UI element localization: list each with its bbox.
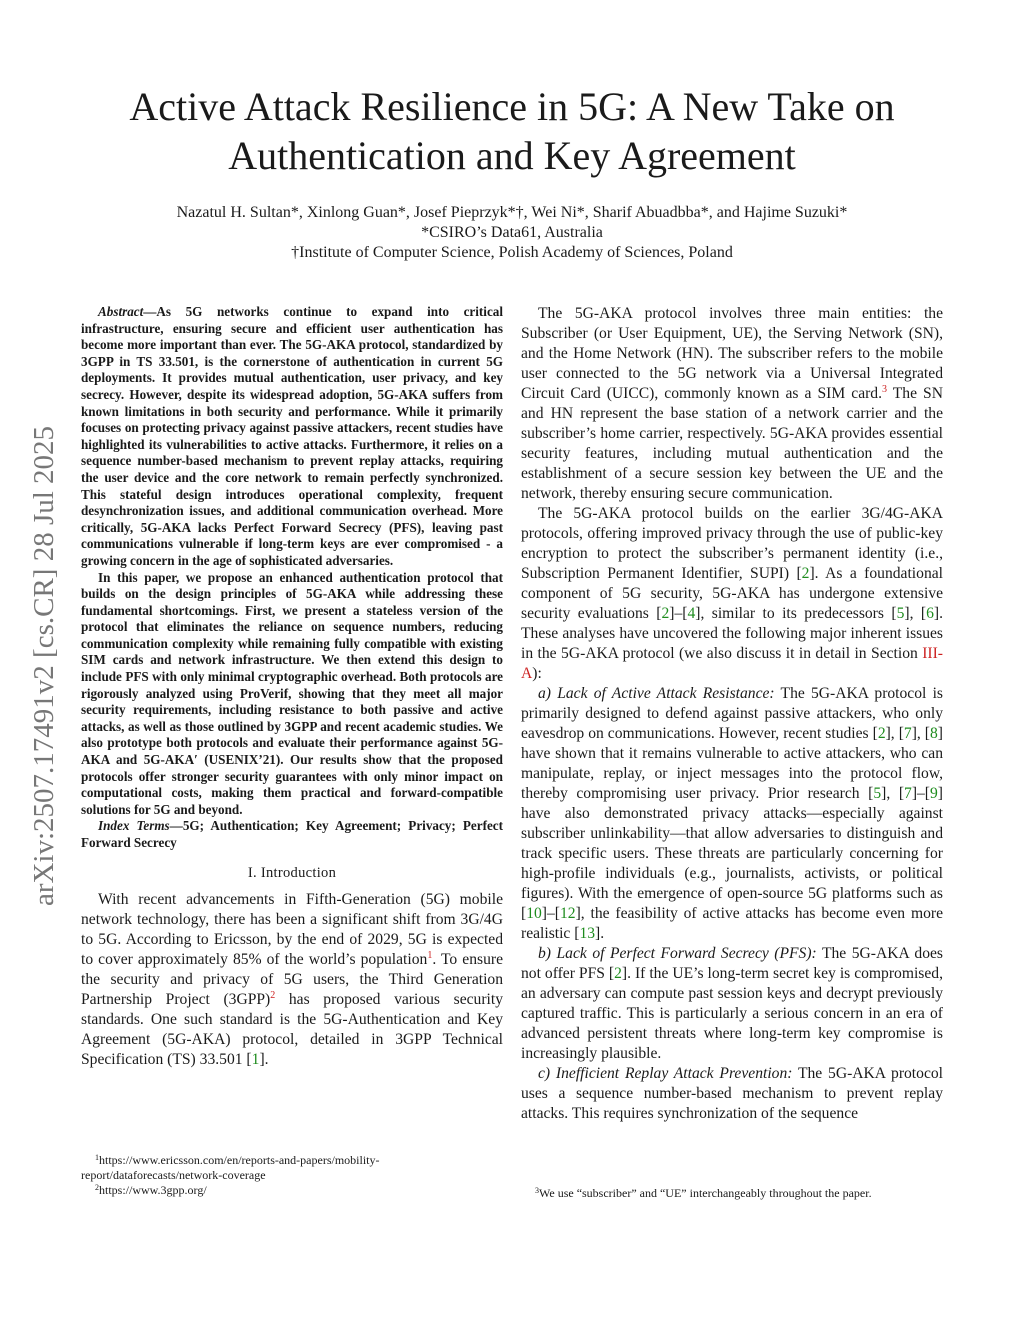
citation-link[interactable]: 8 [930, 725, 938, 742]
citation-link[interactable]: 2 [877, 725, 886, 742]
replay-paragraph [521, 1064, 943, 1124]
intro-text: . To ensure the security and privacy of 5G users, the Third Generation Partnership Project (3GPP) [81, 950, 503, 1008]
body-text: ]–[ [669, 605, 688, 622]
body-text: ] have also demonstrated privacy attacks—especially against subscriber unlinkability—that allow adversaries to distinguish and track specific users. These threats are particularly concerning for high-profile individuals (e.g., journalists, activists, or political figures). With the emergence of open-source 5G platforms such as [ [521, 785, 943, 922]
arxiv-id: arXiv:2507.17491v2 [cs.CR] 28 Jul 2025 [28, 425, 60, 907]
builds-on-paragraph [521, 504, 943, 684]
footnote-link-2[interactable]: 2 [270, 989, 276, 1001]
body-text: ]. [595, 925, 605, 942]
footnote-3 [521, 1186, 943, 1201]
citation-link[interactable]: 5 [896, 605, 905, 622]
affiliation-csiro: *CSIRO’s Data61, Australia [421, 224, 603, 241]
footnote-url[interactable]: https://www.3gpp.org/ [99, 1183, 207, 1197]
citation-link[interactable]: 2 [661, 605, 670, 622]
paragraph-heading: c) Inefficient Replay Attack Prevention: [538, 1065, 793, 1082]
body-text: ], [ [904, 605, 927, 622]
body-text: ]–[ [541, 905, 560, 922]
affiliation-polish-academy: †Institute of Computer Science, Polish Academy of Sciences, Poland [291, 244, 733, 261]
body-text: ], [ [911, 725, 930, 742]
left-column [81, 304, 503, 1070]
footnotes-right [521, 1186, 943, 1201]
intro-text: With recent advancements in Fifth-Generation (5G) mobile network technology, there has been a significant shift from 3G/4G to 5G. According to Ericsson, by the end of 2029, 5G is expected to cover approximately 85% of the world’s population [81, 890, 503, 968]
citation-link[interactable]: 2 [614, 965, 622, 982]
body-text: ]–[ [911, 785, 930, 802]
body-text: ]. If the UE’s long-term secret key is compromised, an adversary can compute past session keys and decrypt previously captured traffic. This is particularly a serious concern in an era of advanced persistent threats where long-term key compromise is increasingly plausible. [521, 965, 943, 1062]
index-terms [81, 818, 503, 851]
right-column-body [521, 304, 943, 1124]
body-text: The 5G-AKA protocol involves three main entities: the Subscriber (or User Equipment, UE), the Serving Network (SN), and the Home Network (HN). The subscriber refers to the mobile user connected to the 5G network via a Universal Integrated Circuit Card (UICC), commonly known as a SIM card. [521, 305, 943, 402]
body-text: ], the feasibility of active attacks has become even more realistic [ [521, 905, 943, 942]
index-terms-label: Index Terms [98, 818, 170, 834]
body-text: The 5G-AKA protocol is primarily designed to defend against passive attackers, who only eavesdrop on communications. However, recent studies [ [521, 685, 943, 742]
body-text: ], [ [885, 725, 904, 742]
abstract-text-1: —As 5G networks continue to expand into critical infrastructure, ensuring secure and efficient user authentication has become more important than ever. The 5G-AKA protocol, standardized by 3GPP in TS 33.501, is the cornerstone of authentication in current 5G deployments. It provides mutual authentication, user privacy, and key secrecy. However, despite its widespread adoption, 5G-AKA suffers from known limitations in both security and performance. While it primarily focuses on protecting privacy against passive attackers, recent studies have highlighted its vulnerabilities to active attacks. Furthermore, it relies on a sequence number-based mechanism to prevent replay attacks, requiring the user device and the core network to remain perfectly synchronized. This stateful design introduces operational complexity, frequent desynchronization issues, and additional communication overhead. More critically, 5G-AKA lacks Perfect Forward Secrecy (PFS), leaving past communications vulnerable if long-term keys are ever compromised - a growing concern in the age of sophisticated adversaries. [81, 304, 503, 568]
footnote-url[interactable]: https://www.ericsson.com/en/reports-and-papers/mobility-report/dataforecasts/network-coverage [81, 1153, 380, 1182]
section-reference-link[interactable]: III-A [521, 645, 943, 682]
citation-link[interactable]: 9 [930, 785, 938, 802]
body-text: ] have shown that it remains vulnerable to active attackers, who can manipulate, replay, or inject messages into the protocol flow, thereby compromising user privacy. Prior research [ [521, 725, 943, 802]
body-text: The SN and HN represent the base station of a network carrier and the subscriber’s home carrier, respectively. 5G-AKA provides essential security features, including mutual authentication and the establishment of a secure session key between the UE and the network, thereby ensuring secure communication. [521, 385, 943, 502]
footnote-text: We use “subscriber” and “UE” interchangeably throughout the paper. [539, 1186, 872, 1200]
author-block [60, 203, 964, 263]
body-text: The 5G-AKA protocol uses a sequence number-based mechanism to prevent replay attacks. This requires synchronization of the sequence [521, 1065, 943, 1122]
intro-paragraph-1 [81, 890, 503, 1070]
citation-link[interactable]: 13 [579, 925, 596, 942]
footnote-number: 3 [535, 1186, 539, 1195]
index-terms-text: —5G; Authentication; Key Agreement; Privacy; Perfect Forward Secrecy [81, 818, 504, 850]
body-text: The 5G-AKA does not offer PFS [ [521, 945, 943, 982]
citation-link[interactable]: 7 [903, 725, 912, 742]
citation-link[interactable]: 5 [873, 785, 882, 802]
abstract [81, 304, 503, 852]
footnote-2 [81, 1183, 503, 1198]
abstract-paragraph-1 [81, 304, 503, 570]
footnote-1 [81, 1153, 503, 1183]
paragraph-heading: a) Lack of Active Attack Resistance: [538, 685, 775, 702]
citation-link[interactable]: 1 [251, 1050, 260, 1068]
title-line-2: Authentication and Key Agreement [228, 133, 796, 178]
citation-link[interactable]: 2 [801, 565, 810, 582]
body-text: ], [ [881, 785, 905, 802]
section-heading-introduction: I. Introduction [247, 864, 337, 881]
body-text: ): [532, 665, 542, 682]
title-line-1: Active Attack Resilience in 5G: A New Take on [129, 84, 895, 129]
footnote-number: 1 [95, 1153, 99, 1162]
introduction-body [81, 890, 503, 1070]
footnotes-left [81, 1153, 503, 1198]
footnote-link-3[interactable]: 3 [882, 384, 888, 395]
abstract-paragraph-2: In this paper, we propose an enhanced authentication protocol that builds on the design principles of 5G-AKA while addressing these fundamental shortcomings. First, we present a stateless version of the protocol that eliminates the reliance on sequence numbers, reducing communication complexity while remaining fully compatible with existing SIM cards and network infrastructure. We then extend this design to include PFS with only minimal cryptographic overhead. Both protocols are rigorously analyzed using ProVerif, showing that they meet all major security requirements, including resistance to both passive and active attacks, as well as those outlined by 3GPP and recent academic studies. We also prototype both protocols and evaluate their performance against 5G-AKA and 5G-AKA′ (USENIX’21). Our results show that the proposed protocols offer stronger security guarantees with only minor impact on computational costs, making them practical and forward-compatible solutions for 5G and beyond. [81, 569, 503, 817]
body-text: ]. As a foundational component of 5G security, 5G-AKA has undergone extensive security evaluations [ [521, 565, 943, 622]
citation-link[interactable]: 4 [687, 605, 696, 622]
active-attack-paragraph [521, 684, 943, 944]
author-list: Nazatul H. Sultan*, Xinlong Guan*, Josef Pieprzyk*†, Wei Ni*, Sharif Abuadbba*, and Hajime Suzuki* [176, 204, 848, 221]
citation-link[interactable]: 12 [559, 905, 576, 922]
abstract-label: Abstract [98, 304, 144, 319]
footnote-number: 2 [95, 1183, 99, 1192]
arxiv-watermark [20, 376, 68, 956]
body-text: The 5G-AKA protocol builds on the earlier 3G/4G-AKA protocols, offering improved privacy through the use of public-key encryption to protect the subscriber’s permanent identity (i.e., Subscription Permanent Identifier, SUPI) [ [521, 505, 943, 582]
paper-title [80, 82, 944, 180]
right-column [521, 304, 943, 1124]
body-text: ], similar to its predecessors [ [695, 605, 897, 622]
footnote-link-1[interactable]: 1 [427, 949, 433, 961]
intro-text: ]. [259, 1050, 269, 1068]
citation-link[interactable]: 10 [526, 905, 542, 922]
entities-paragraph [521, 304, 943, 504]
citation-link[interactable]: 7 [904, 785, 912, 802]
intro-text: has proposed various security standards. One such standard is the 5G-Authentication and Key Agreement (5G-AKA) protocol, detailed in 3GPP Technical Specification (TS) 33.501 [ [81, 990, 503, 1068]
paragraph-heading: b) Lack of Perfect Forward Secrecy (PFS): [538, 945, 817, 962]
citation-link[interactable]: 6 [926, 605, 934, 622]
pfs-paragraph [521, 944, 943, 1064]
body-text: ]. These analyses have uncovered the following major inherent issues in the 5G-AKA protocol (we also discuss it in detail in Section [521, 605, 944, 662]
